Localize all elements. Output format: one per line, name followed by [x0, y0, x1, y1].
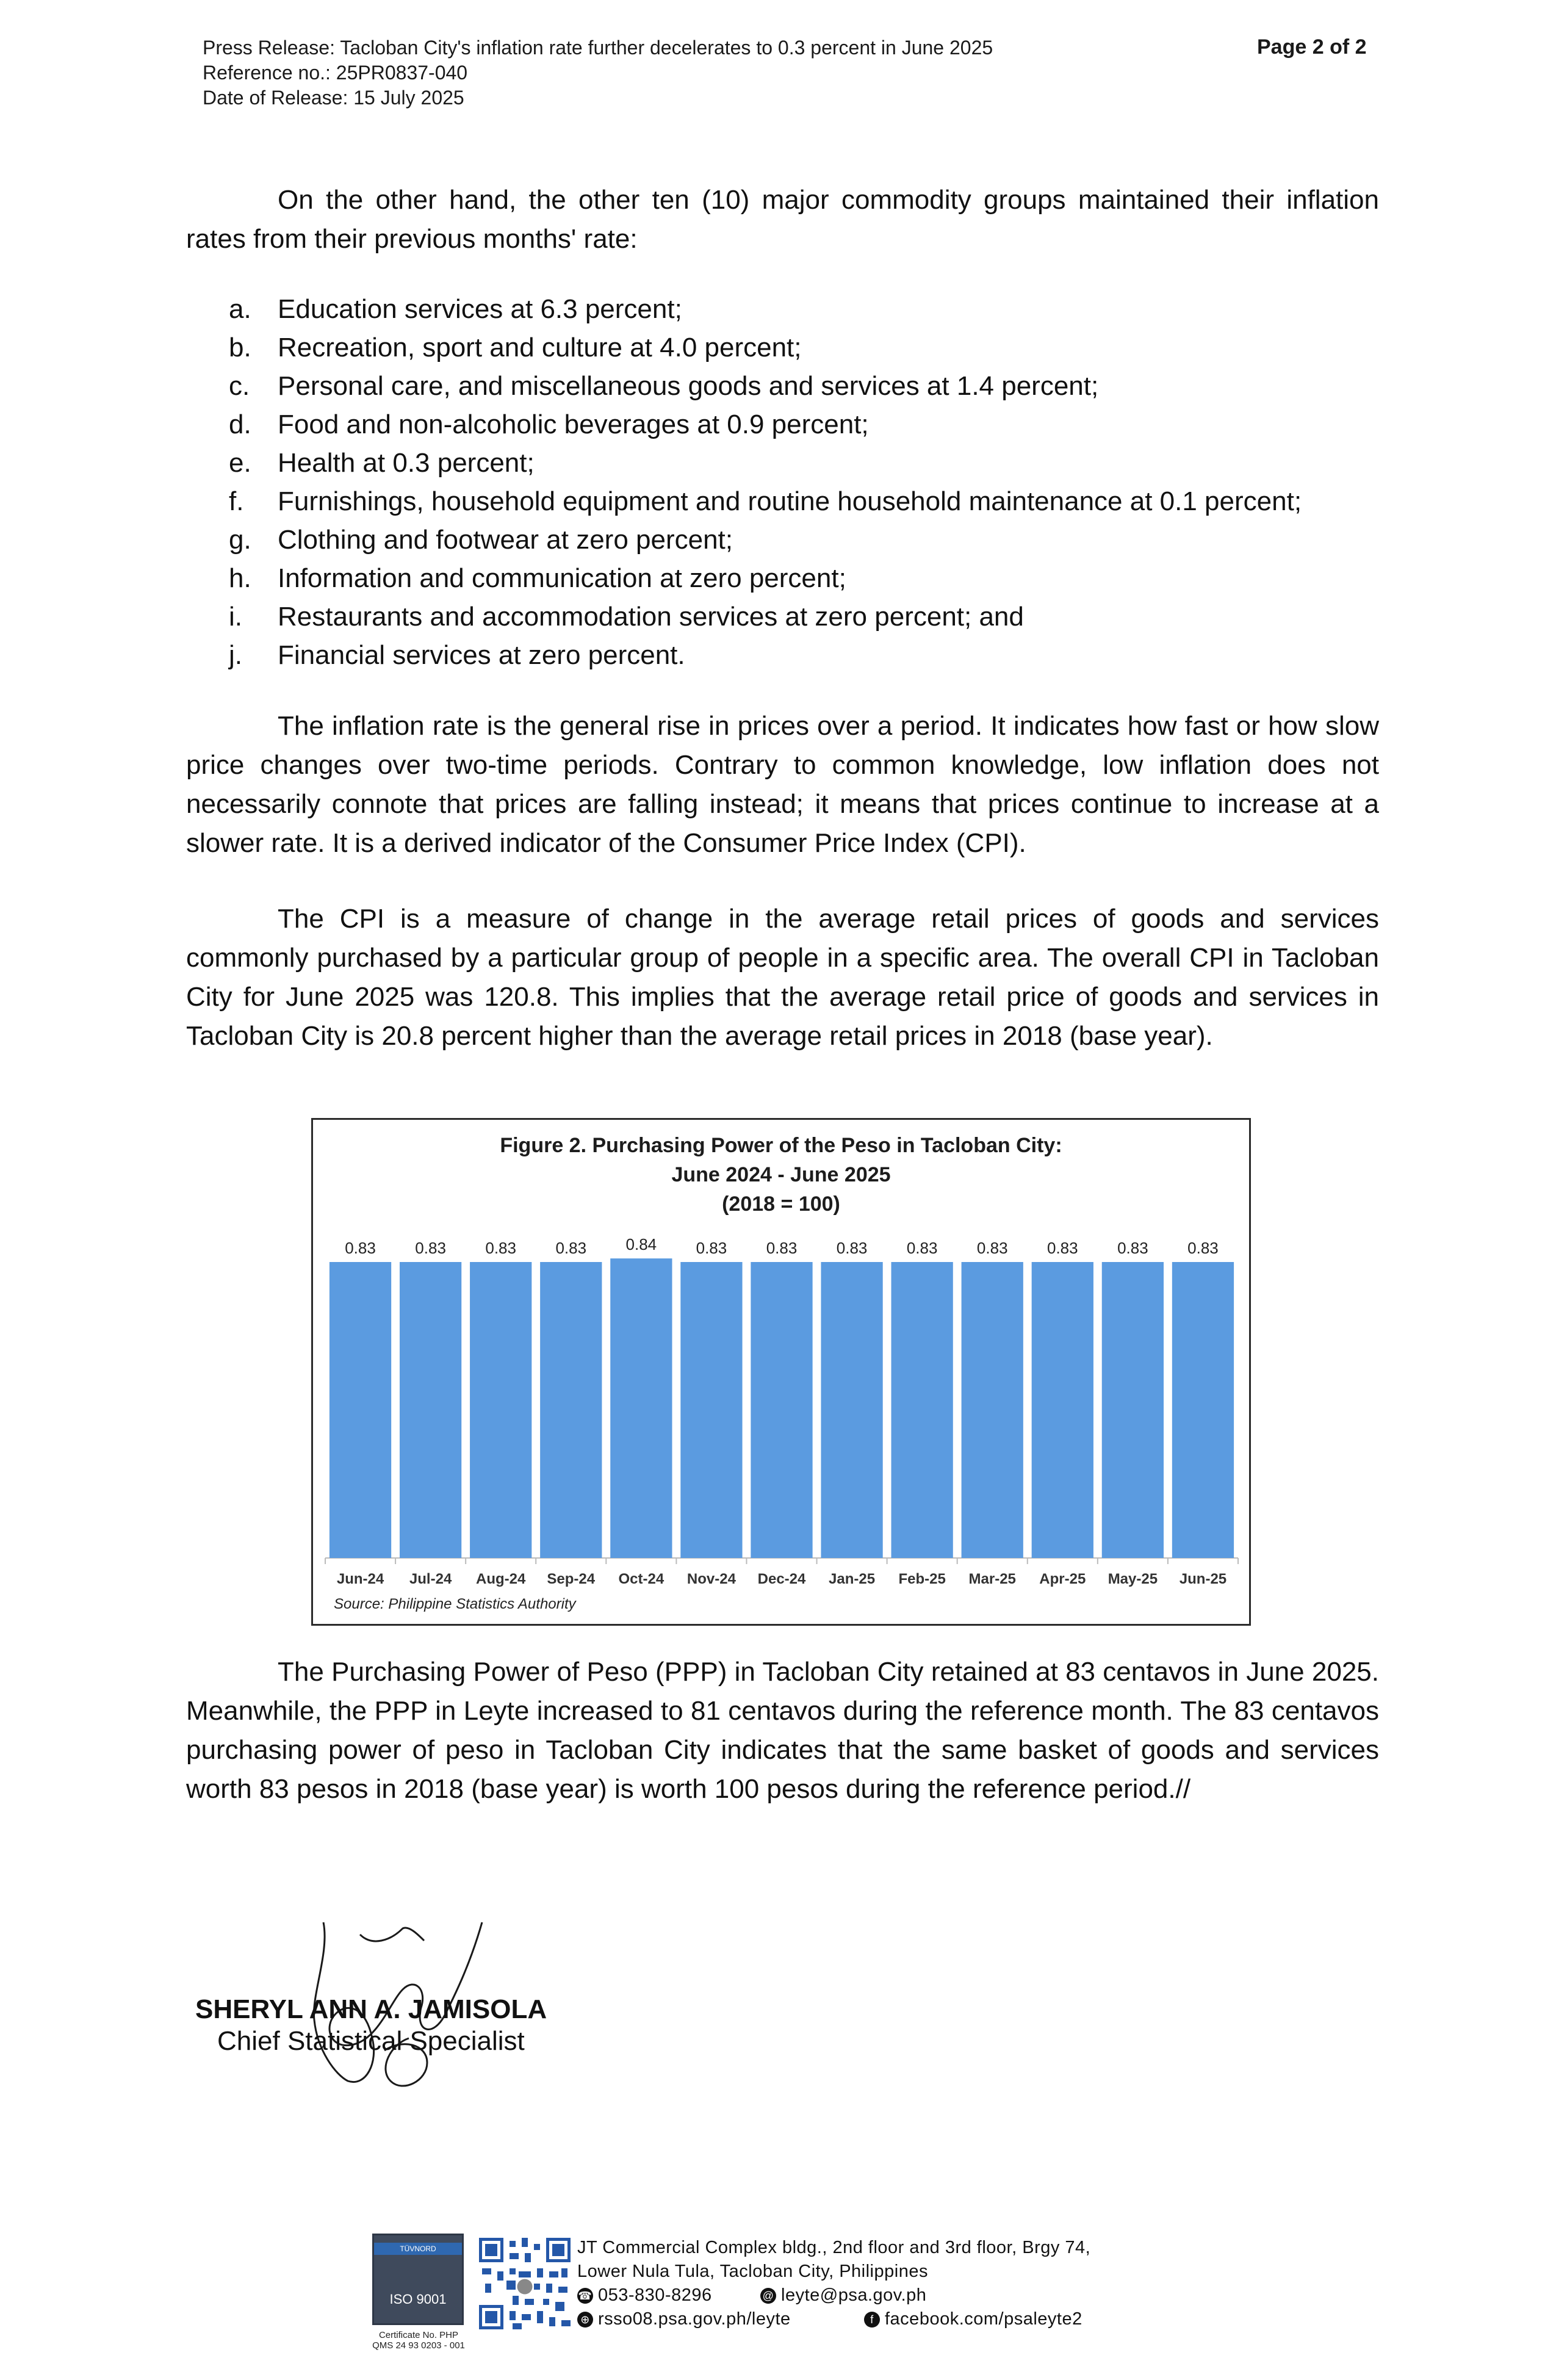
- list-item-letter: f.: [229, 486, 244, 516]
- chart-data-label: 0.83: [836, 1239, 868, 1257]
- chart-bar: [821, 1262, 882, 1558]
- contact-info: [577, 2284, 1082, 2331]
- chart-base-year: (2018 = 100): [722, 1192, 840, 1216]
- chart-data-label: 0.83: [766, 1239, 798, 1257]
- chart-category-label: Dec-24: [757, 1571, 806, 1587]
- list-item: [229, 367, 1388, 405]
- release-date: Date of Release: 15 July 2025: [203, 87, 464, 109]
- list-item-letter: a.: [229, 294, 251, 324]
- chart-bar: [680, 1262, 742, 1558]
- chart-title: Figure 2. Purchasing Power of the Peso in Tacloban City:: [500, 1134, 1062, 1157]
- facebook-link[interactable]: facebook.com/psaleyte2: [885, 2309, 1082, 2329]
- list-item: [229, 444, 1388, 482]
- intro-text: On the other hand, the other ten (10) major commodity groups maintained their inflation rates from their previous months' rate:: [186, 185, 1379, 254]
- chart-category-label: Jan-25: [829, 1571, 876, 1587]
- inflation-paragraph: [186, 707, 1379, 863]
- document-header: [203, 35, 993, 110]
- chart-data-label: 0.83: [976, 1239, 1008, 1257]
- list-item-text: Furnishings, household equipment and routine household maintenance at 0.1 percent;: [278, 486, 1302, 516]
- qr-code-icon: [476, 2235, 574, 2332]
- list-item-letter: d.: [229, 409, 251, 439]
- chart-category-label: Oct-24: [618, 1571, 665, 1587]
- chart-bar: [1172, 1262, 1234, 1558]
- website-link[interactable]: rsso08.psa.gov.ph/leyte: [598, 2309, 791, 2329]
- phone-number: 053-830-8296: [598, 2285, 712, 2305]
- press-release-title: Press Release: Tacloban City's inflation rate further decelerates to 0.3 percent in June 2025: [203, 37, 993, 59]
- inflation-text: The inflation rate is the general rise in prices over a period. It indicates how fast or how slow price changes over two-time periods. Contrary to common knowledge, low inflation does not necessarily connote that prices are falling instead; it means that prices continue to increase at a slower rate. It is a derived indicator of the Consumer Price Index (CPI).: [186, 711, 1379, 858]
- commodity-list: [229, 290, 1388, 674]
- list-item-text: Food and non-alcoholic beverages at 0.9 percent;: [278, 409, 869, 439]
- chart-data-label: 0.83: [1117, 1239, 1148, 1257]
- chart-bar: [610, 1258, 672, 1558]
- email-address[interactable]: leyte@psa.gov.ph: [781, 2285, 927, 2305]
- ppp-text: The Purchasing Power of Peso (PPP) in Tacloban City retained at 83 centavos in June 2025. Meanwhile, the PPP in Leyte increased to 81 centavos during the reference month. The 83 centavos purchasing power of peso in Tacloban City indicates that the same basket of goods and services worth 83 pesos in 2018 (base year) is worth 100 pesos during the reference period.//: [186, 1657, 1379, 1804]
- list-item: [229, 521, 1388, 559]
- list-item-text: Financial services at zero percent.: [278, 640, 685, 670]
- list-item-letter: h.: [229, 563, 251, 593]
- ppp-chart: [311, 1118, 1251, 1626]
- page-number: Page 2 of 2: [1257, 35, 1367, 59]
- chart-data-label: 0.83: [696, 1239, 727, 1257]
- list-item-letter: i.: [229, 602, 242, 632]
- list-item-text: Clothing and footwear at zero percent;: [278, 525, 733, 555]
- chart-category-label: May-25: [1108, 1571, 1158, 1587]
- chart-category-label: Feb-25: [898, 1571, 946, 1587]
- chart-category-label: Aug-24: [476, 1571, 526, 1587]
- chart-bar: [1032, 1262, 1093, 1558]
- chart-data-label: 0.83: [415, 1239, 446, 1257]
- office-address: JT Commercial Complex bldg., 2nd floor and 3rd floor, Brgy 74, Lower Nula Tula, Tacloban City, Philippines: [577, 2238, 1091, 2281]
- list-item-text: Information and communication at zero percent;: [278, 563, 846, 593]
- list-item: [229, 597, 1388, 636]
- list-item: [229, 405, 1388, 444]
- chart-data-label: 0.83: [1047, 1239, 1078, 1257]
- facebook-icon: f: [864, 2312, 880, 2328]
- list-item: [229, 290, 1388, 328]
- chart-data-label: 0.83: [906, 1239, 938, 1257]
- certificate-number: Certificate No. PHP QMS 24 93 0203 - 001: [372, 2330, 465, 2351]
- iso-certification-badge: [372, 2234, 464, 2325]
- chart-bar: [540, 1262, 602, 1558]
- list-item-letter: j.: [229, 640, 242, 670]
- chart-category-label: Jul-24: [409, 1571, 452, 1587]
- chart-bar: [330, 1262, 391, 1558]
- chart-category-label: Jun-24: [336, 1571, 384, 1587]
- chart-bar: [400, 1262, 461, 1558]
- chart-category-label: Apr-25: [1039, 1571, 1086, 1587]
- globe-icon: ⊕: [577, 2312, 593, 2328]
- chart-bar: [891, 1262, 953, 1558]
- list-item-text: Personal care, and miscellaneous goods and services at 1.4 percent;: [278, 371, 1099, 401]
- list-item: [229, 559, 1388, 597]
- chart-data-label: 0.83: [555, 1239, 587, 1257]
- signatory-name: SHERYL ANN A. JAMISOLA: [195, 1994, 547, 2024]
- list-item-letter: e.: [229, 448, 251, 478]
- intro-paragraph: [186, 181, 1379, 259]
- chart-bar: [751, 1262, 812, 1558]
- iso-badge-brand: TÜVNORD: [400, 2245, 436, 2253]
- list-item-text: Health at 0.3 percent;: [278, 448, 535, 478]
- chart-data-label: 0.83: [1187, 1239, 1219, 1257]
- chart-data-label: 0.84: [625, 1235, 657, 1254]
- list-item-text: Recreation, sport and culture at 4.0 percent;: [278, 333, 802, 362]
- reference-number: Reference no.: 25PR0837-040: [203, 62, 468, 84]
- list-item: [229, 636, 1388, 674]
- cpi-paragraph: [186, 900, 1379, 1056]
- email-icon: @: [760, 2288, 776, 2304]
- list-item-text: Education services at 6.3 percent;: [278, 294, 682, 324]
- chart-data-label: 0.83: [485, 1239, 516, 1257]
- list-item: [229, 328, 1388, 367]
- list-item-letter: g.: [229, 525, 251, 555]
- list-item-letter: c.: [229, 371, 250, 401]
- list-item-letter: b.: [229, 333, 251, 362]
- chart-bar: [470, 1262, 531, 1558]
- list-item-text: Restaurants and accommodation services at zero percent; and: [278, 602, 1024, 632]
- phone-icon: ☎: [577, 2288, 593, 2304]
- chart-plot: [313, 1120, 1249, 1624]
- signatory-title: Chief Statistical Specialist: [217, 2026, 525, 2056]
- chart-data-label: 0.83: [345, 1239, 376, 1257]
- chart-category-label: Sep-24: [547, 1571, 596, 1587]
- list-item: [229, 482, 1388, 521]
- iso-label: ISO 9001: [389, 2292, 447, 2307]
- chart-source: Source: Philippine Statistics Authority: [334, 1596, 576, 1612]
- cpi-text: The CPI is a measure of change in the average retail prices of goods and services commonly purchased by a particular group of people in a specific area. The overall CPI in Tacloban City for June 2025 was 120.8. This implies that the average retail price of goods and services in Tacloban City is 20.8 percent higher than the average retail prices in 2018 (base year).: [186, 904, 1379, 1051]
- ppp-paragraph: [186, 1653, 1379, 1809]
- chart-subtitle: June 2024 - June 2025: [671, 1163, 891, 1186]
- chart-category-label: Mar-25: [968, 1571, 1016, 1587]
- chart-bar: [1102, 1262, 1164, 1558]
- chart-bar: [962, 1262, 1023, 1558]
- chart-category-label: Nov-24: [686, 1571, 736, 1587]
- chart-category-label: Jun-25: [1179, 1571, 1227, 1587]
